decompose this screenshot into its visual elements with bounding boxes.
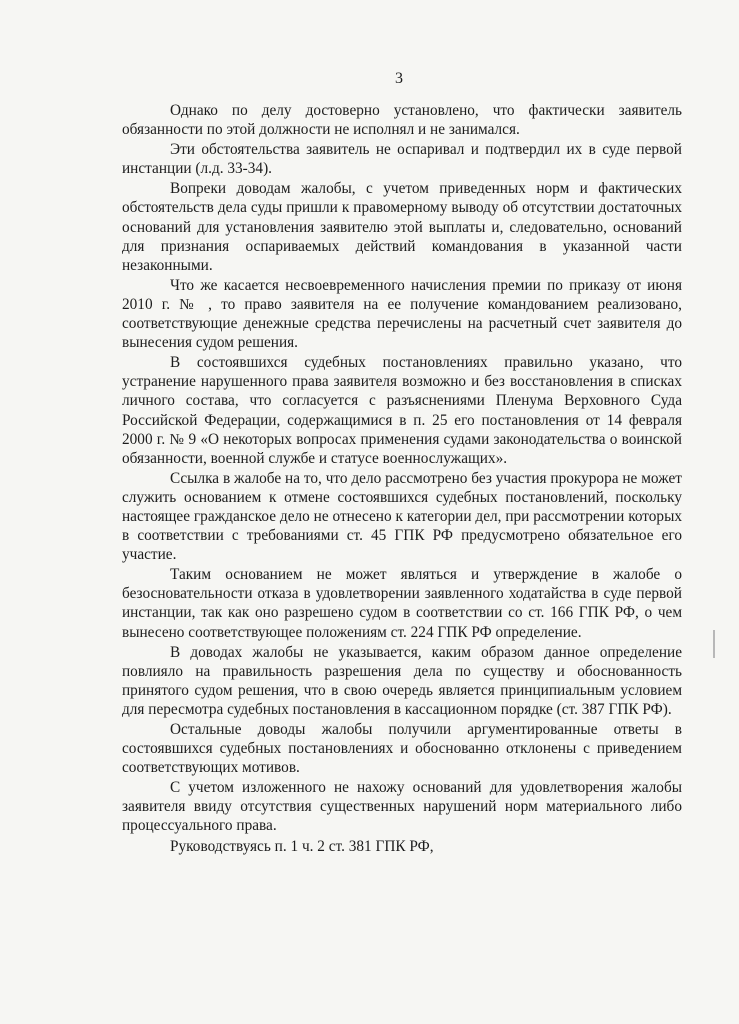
scan-mark	[713, 630, 715, 658]
paragraph-2: Эти обстоятельства заявитель не оспаривал и подтвердил их в суде первой инстанции (л.д. 33-34).	[122, 141, 682, 178]
paragraph-4: Что же касается несвоевременного начисления премии по приказу от июня 2010 г. № , то право заявителя на ее получение командованием реализовано, соответствующие денежные средства перечислены на расчетный счет заявителя до вынесения судом решения.	[122, 276, 682, 352]
paragraph-7: Таким основанием не может являться и утверждение в жалобе о безосновательности отказа в удовлетворении заявленного ходатайства в суде первой инстанции, так как оно разрешено судом в соответствии со ст. 166 ГПК РФ, о чем вынесено соответствующее положениям ст. 224 ГПК РФ определение.	[122, 566, 682, 641]
paragraph-9: Остальные доводы жалобы получили аргументированные ответы в состоявшихся судебных постановлениях и обоснованно отклонены с приведением соответствующих мотивов.	[122, 721, 682, 777]
paragraph-11: Руководствуясь п. 1 ч. 2 ст. 381 ГПК РФ,	[170, 837, 434, 855]
paragraph-8: В доводах жалобы не указывается, каким образом данное определение повлияло на правильность разрешения дела по существу и обоснованность принятого судом решения, что в свою очередь является принципиальным условием для пересмотра судебных постановления в кассационном порядке (ст. 387 ГПК РФ).	[122, 643, 682, 718]
page-number: 3	[395, 70, 403, 87]
paragraph-10: С учетом изложенного не нахожу оснований для удовлетворения жалобы заявителя ввиду отсутствия существенных нарушений норм материального либо процессуального права.	[122, 779, 682, 835]
paragraph-3: Вопреки доводам жалобы, с учетом приведенных норм и фактических обстоятельств дела суды пришли к правомерному выводу об отсутствии достаточных оснований для установления заявителю этой выплаты и, следовательно, оснований для признания оспариваемых действий командования в указанной части незаконными.	[122, 180, 682, 274]
paragraph-5: В состоявшихся судебных постановлениях правильно указано, что устранение нарушенного права заявителя возможно и без восстановления в списках личного состава, что согласуется с разъяснениями Пленума Верховного Суда Российской Федерации, содержащимися в п. 25 его постановления от 14 февраля 2000 г. № 9 «О некоторых вопросах применения судами законодательства о воинской обязанности, военной службе и статусе военнослужащих».	[122, 354, 682, 467]
document-body	[122, 101, 682, 856]
paragraph-1: Однако по делу достоверно установлено, что фактически заявитель обязанности по этой должности не исполнял и не занимался.	[122, 102, 682, 139]
paragraph-6: Ссылка в жалобе на то, что дело рассмотрено без участия прокурора не может служить основанием к отмене состоявшихся судебных постановлений, поскольку настоящее гражданское дело не отнесено к категории дел, при рассмотрении которых в соответствии с требованиями ст. 45 ГПК РФ предусмотрено обязательное его участие.	[122, 469, 682, 564]
